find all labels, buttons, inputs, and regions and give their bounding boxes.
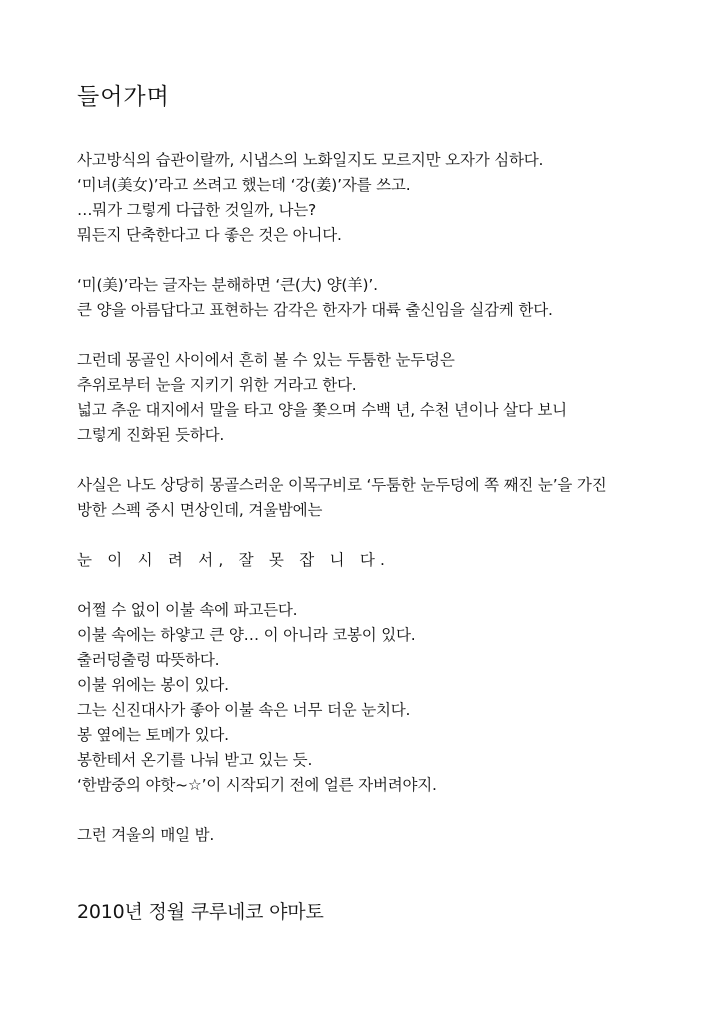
paragraph-blanket [77,598,697,798]
text-line: 그런 겨울의 매일 밤. [77,826,215,844]
text-line: 사고방식의 습관이랄까, 시냅스의 노화일지도 모르지만 오자가 심하다. [77,151,544,169]
text-line: 그렇게 진화된 듯하다. [77,426,225,444]
text-line: 뭐든지 단축한다고 다 좋은 것은 아니다. [77,226,342,244]
text-line: 이불 위에는 봉이 있다. [77,676,229,694]
text-line: …뭐가 그렇게 다급한 것일까, 나는? [77,201,317,219]
paragraph-closing [77,823,697,848]
text-line: 그런데 몽골인 사이에서 흔히 볼 수 있는 두툼한 눈두덩은 [77,351,455,369]
text-line: 이불 속에는 하얗고 큰 양… 이 아니라 코봉이 있다. [77,626,416,644]
text-line: ‘한밤중의 야핫~☆’이 시작되기 전에 얼른 자버려야지. [77,776,437,794]
page-title: 들어가며 [77,84,170,110]
text-line: 봉한테서 온기를 나눠 받고 있는 듯. [77,751,313,769]
text-line: 그는 신진대사가 좋아 이불 속은 너무 더운 눈치다. [77,701,411,719]
text-line: 봉 옆에는 토메가 있다. [77,726,229,744]
paragraph-cold-eyes [77,548,697,573]
text-line: 추위로부터 눈을 지키기 위한 거라고 한다. [77,376,357,394]
paragraph-mongolian-eyelids [77,348,697,448]
text-line: 눈 이 시 려 서, 잘 못 잡 니 다. [77,551,391,569]
text-line: 넓고 추운 대지에서 말을 타고 양을 쫓으며 수백 년, 수천 년이나 살다 보니 [77,401,567,419]
text-line: 사실은 나도 상당히 몽골스러운 이목구비로 ‘두툼한 눈두덩에 쪽 째진 눈’을 가진 [77,476,607,494]
text-line: ‘미녀(美女)’라고 쓰려고 했는데 ‘강(姜)’자를 쓰고. [77,176,411,194]
text-line: 출러덩출렁 따뜻하다. [77,651,220,669]
text-line: 큰 양을 아름답다고 표현하는 감각은 한자가 대륙 출신임을 실감케 한다. [77,301,553,319]
text-line: 어쩔 수 없이 이불 속에 파고든다. [77,601,298,619]
paragraph-author-face [77,473,697,523]
body-text [77,148,697,873]
text-line: ‘미(美)’라는 글자는 분해하면 ‘큰(大) 양(羊)’. [77,276,378,294]
paragraph-beauty-character [77,273,697,323]
text-line: 방한 스펙 중시 면상인데, 겨울밤에는 [77,501,323,519]
paragraph-typo [77,148,697,248]
signature-line: 2010년 정월 쿠루네코 야마토 [77,901,324,923]
